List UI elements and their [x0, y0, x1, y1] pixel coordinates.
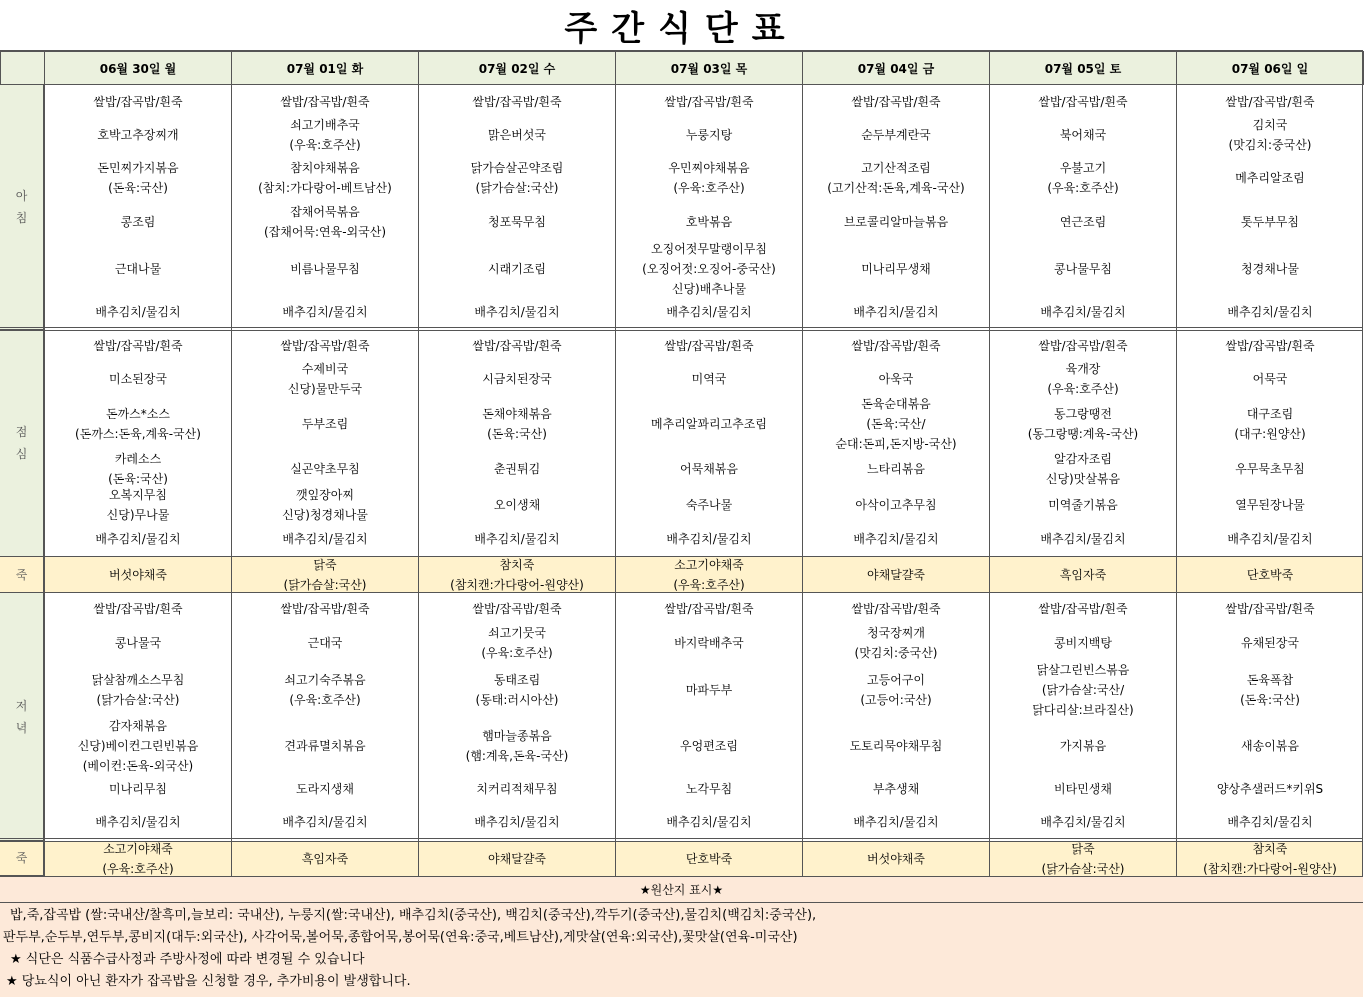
breakfast-item: 청포묵무침: [488, 215, 546, 229]
lunch-item: 배추김치/물김치: [666, 532, 752, 546]
breakfast-item: 쌀밥/잡곡밥/흰죽: [1038, 94, 1128, 109]
juk2-item: 흑임자죽: [232, 842, 418, 876]
lunch-item: 배추김치/물김치: [1040, 532, 1126, 546]
lunch-item: 두부조림: [301, 417, 349, 431]
dinner-item: 콩나물국: [114, 636, 162, 650]
dinner-item: 쌀밥/잡곡밥/흰죽: [851, 602, 941, 616]
breakfast-item: 참치야채볶음 (참치:가다랑어-베트남산): [258, 161, 392, 195]
lunch-item: 배추김치/물김치: [1227, 532, 1313, 546]
section-divider: [0, 556, 1363, 557]
lunch-item: 배추김치/물김치: [853, 532, 939, 546]
origin-header: ★원산지 표시★: [0, 876, 1363, 903]
section-label-juk2: [0, 841, 44, 876]
lunch-item: 쌀밥/잡곡밥/흰죽: [1225, 339, 1315, 353]
lunch-label: 점 심: [15, 425, 28, 461]
breakfast-item: 우불고기 (우육:호주산): [1047, 161, 1119, 195]
juk-item: 닭죽 (닭가슴살:국산): [232, 557, 418, 592]
dinner-item: 배추김치/물김치: [282, 814, 368, 829]
dinner-item: 쌀밥/잡곡밥/흰죽: [472, 602, 562, 616]
day-column: [44, 85, 231, 876]
day-header: 07월 01일 화: [231, 51, 419, 85]
breakfast-item: 콩조림: [120, 215, 156, 229]
breakfast-item: 호박고추장찌개: [97, 127, 179, 142]
dinner-item: 유채된장국: [1241, 636, 1299, 650]
lunch-item: 쌀밥/잡곡밥/흰죽: [851, 339, 941, 353]
lunch-item: 메추리알꽈리고추조림: [651, 417, 767, 431]
juk-item: 소고기야채죽 (우육:호주산): [616, 557, 802, 592]
juk2-item: 소고기야채죽 (우육:호주산): [45, 842, 231, 876]
origin-notes: [0, 903, 1363, 997]
lunch-item: 미역줄기볶음: [1048, 497, 1118, 512]
dinner-item: 고등어구이 (고등어:국산): [860, 673, 932, 707]
day-column: [615, 85, 802, 876]
juk2-label: 죽: [15, 851, 28, 865]
section-divider: [0, 838, 1363, 842]
lunch-item: 실곤약초무침: [290, 462, 360, 476]
dinner-item: 견과류멸치볶음: [284, 739, 366, 753]
dinner-item: 배추김치/물김치: [474, 814, 560, 829]
juk2-item: 단호박죽: [616, 842, 802, 876]
lunch-item: 시금치된장국: [482, 372, 552, 386]
dinner-item: 닭살그린빈스볶음 (닭가슴살:국산/ 닭다리살:브라질산): [1032, 663, 1134, 717]
breakfast-item: 쌀밥/잡곡밥/흰죽: [1225, 94, 1315, 109]
lunch-item: 미소된장국: [109, 372, 167, 386]
header-corner: [0, 51, 45, 85]
breakfast-item: 고기산적조림 (고기산적:돈육,계육-국산): [827, 161, 965, 195]
dinner-item: 배추김치/물김치: [853, 814, 939, 829]
lunch-item: 육개장 (우육:호주산): [1047, 362, 1119, 396]
breakfast-item: 톳두부무침: [1241, 215, 1299, 229]
lunch-item: 돈까스*소스 (돈까스:돈육,계육-국산): [75, 407, 201, 441]
breakfast-item: 비름나물무침: [290, 261, 360, 276]
breakfast-item: 북어채국: [1059, 127, 1107, 142]
breakfast-item: 메추리알조림: [1235, 171, 1305, 185]
lunch-item: 오이생채: [493, 497, 541, 512]
dinner-item: 새송이볶음: [1241, 739, 1299, 753]
breakfast-item: 돈민찌가지볶음 (돈육:국산): [97, 161, 179, 195]
juk-item: 흑임자죽: [990, 557, 1176, 592]
section-label-breakfast: [0, 85, 44, 330]
juk2-item: 야채달걀죽: [419, 842, 615, 876]
dinner-item: 동태조림 (동태:러시아산): [475, 673, 559, 707]
dinner-label: 저 녁: [15, 698, 28, 735]
dinner-item: 배추김치/물김치: [95, 814, 181, 829]
juk2-item: 닭죽 (닭가슴살:국산): [990, 842, 1176, 876]
breakfast-item: 호박볶음: [685, 215, 733, 229]
dinner-item: 가지볶음: [1059, 739, 1107, 753]
dinner-item: 배추김치/물김치: [666, 814, 752, 829]
breakfast-item: 우민찌야채볶음 (우육:호주산): [668, 161, 750, 195]
breakfast-item: 오징어젓무말랭이무침 (오징어젓:오징어-중국산) 신당)배추나물: [642, 241, 776, 296]
page-title: 주간식단표: [0, 0, 1363, 51]
dinner-item: 양상추샐러드*키위S: [1216, 782, 1324, 796]
lunch-item: 쌀밥/잡곡밥/흰죽: [664, 339, 754, 353]
day-header-row: [0, 51, 1363, 85]
breakfast-item: 근대나물: [114, 261, 162, 276]
juk-item: 참치죽 (참치캔:가다랑어-원양산): [419, 557, 615, 592]
section-divider: [0, 327, 1363, 331]
lunch-item: 배추김치/물김치: [282, 532, 368, 546]
breakfast-item: 배추김치/물김치: [853, 305, 939, 319]
lunch-item: 아삭이고추무침: [855, 497, 937, 512]
breakfast-item: 배추김치/물김치: [1040, 305, 1126, 319]
dinner-item: 노각무침: [685, 782, 733, 796]
lunch-item: 카레소스 (돈육:국산): [108, 452, 168, 486]
breakfast-item: 청경채나물: [1241, 261, 1299, 276]
lunch-item: 동그랑땡전 (동그랑땡:계육-국산): [1027, 407, 1139, 441]
day-header: 07월 06일 일: [1176, 51, 1364, 85]
dinner-item: 감자채볶음 신당)베이컨그린빈볶음 (베이컨:돈육-외국산): [77, 719, 199, 773]
dinner-item: 쌀밥/잡곡밥/흰죽: [280, 602, 370, 616]
juk2-item: 참치죽 (참치캔:가다랑어-원양산): [1177, 842, 1363, 876]
breakfast-item: 쇠고기배추국 (우육:호주산): [289, 117, 361, 152]
breakfast-item: 쌀밥/잡곡밥/흰죽: [664, 94, 754, 109]
lunch-item: 아욱국: [878, 372, 914, 386]
breakfast-item: 김치국 (맛김치:중국산): [1228, 117, 1312, 152]
dinner-item: 쇠고기숙주볶음 (우육:호주산): [284, 673, 366, 707]
dinner-item: 비타민생채: [1054, 782, 1112, 796]
lunch-item: 열무된장나물: [1235, 497, 1305, 512]
dinner-item: 쌀밥/잡곡밥/흰죽: [1225, 602, 1315, 616]
day-header: 07월 05일 토: [989, 51, 1177, 85]
lunch-item: 쌀밥/잡곡밥/흰죽: [472, 339, 562, 353]
lunch-item: 느타리볶음: [867, 462, 925, 476]
day-header: 07월 02일 수: [418, 51, 616, 85]
lunch-item: 쌀밥/잡곡밥/흰죽: [280, 339, 370, 353]
day-header: 07월 03일 목: [615, 51, 803, 85]
dinner-item: 치커리적채무침: [476, 782, 558, 796]
dinner-item: 마파두부: [685, 683, 733, 697]
breakfast-item: 시래기조림: [488, 261, 546, 276]
breakfast-item: 쌀밥/잡곡밥/흰죽: [280, 94, 370, 109]
section-label-dinner: [0, 593, 44, 841]
origin-line-1: 밥,죽,잡곡밥 (쌀:국내산/찰흑미,늘보리: 국내산), 누룽지(쌀:국내산), 배추김치(중국산), 백김치(중국산),깍두기(중국산),물김치(백김치:중국산),: [10, 908, 817, 923]
breakfast-item: 배추김치/물김치: [1227, 305, 1313, 319]
dinner-item: 도라지생채: [296, 782, 354, 796]
day-column: [1176, 85, 1363, 876]
section-label-juk: [0, 557, 44, 593]
breakfast-item: 잡채어묵볶음 (잡채어묵:연육-외국산): [263, 205, 387, 239]
lunch-item: 돈육순대볶음 (돈육:국산/ 순대:돈피,돈지방-국산): [835, 397, 957, 451]
breakfast-item: 쌀밥/잡곡밥/흰죽: [472, 94, 562, 109]
breakfast-label: 아 침: [15, 189, 28, 225]
dinner-item: 근대국: [307, 636, 343, 650]
day-header: 06월 30일 월: [44, 51, 232, 85]
breakfast-item: 배추김치/물김치: [666, 305, 752, 319]
breakfast-item: 배추김치/물김치: [282, 305, 368, 319]
breakfast-item: 쌀밥/잡곡밥/흰죽: [851, 94, 941, 109]
breakfast-item: 연근조림: [1059, 215, 1107, 229]
day-column: [418, 85, 615, 876]
breakfast-item: 맑은버섯국: [488, 127, 546, 142]
day-column: [802, 85, 989, 876]
dinner-item: 청국장찌개 (맛김치:중국산): [854, 626, 938, 660]
lunch-item: 깻잎장아찌 신당)청경채나물: [282, 487, 368, 522]
breakfast-item: 콩나물무침: [1054, 261, 1112, 276]
dinner-item: 햄마늘종볶음 (햄:계육,돈육-국산): [465, 729, 569, 763]
lunch-item: 오복지무침 신당)무나물: [106, 487, 170, 522]
breakfast-item: 누룽지탕: [685, 127, 733, 142]
section-label-lunch: [0, 330, 44, 557]
lunch-item: 쌀밥/잡곡밥/흰죽: [1038, 339, 1128, 353]
lunch-item: 수제비국 신당)물만두국: [287, 362, 363, 396]
lunch-item: 어묵국: [1252, 372, 1288, 386]
dinner-item: 쌀밥/잡곡밥/흰죽: [1038, 602, 1128, 616]
lunch-item: 숙주나물: [685, 497, 733, 512]
lunch-item: 우무묵초무침: [1235, 462, 1305, 476]
section-divider: [0, 592, 1363, 593]
dinner-item: 도토리묵야채무침: [849, 739, 943, 753]
lunch-item: 쌀밥/잡곡밥/흰죽: [93, 339, 183, 353]
dinner-item: 쌀밥/잡곡밥/흰죽: [664, 602, 754, 616]
day-header: 07월 04일 금: [802, 51, 990, 85]
lunch-item: 춘권튀김: [493, 462, 541, 476]
right-border: [1362, 51, 1363, 997]
dinner-item: 돈육폭찹 (돈육:국산): [1240, 673, 1300, 707]
dinner-item: 배추김치/물김치: [1227, 814, 1313, 829]
dinner-item: 배추김치/물김치: [1040, 814, 1126, 829]
dinner-item: 닭살참깨소스무침 (닭가슴살:국산): [91, 673, 185, 707]
juk-label: 죽: [15, 567, 28, 582]
notice-line-2: ★ 당뇨식이 아닌 환자가 잡곡밥을 신청할 경우, 추가비용이 발생합니다.: [6, 974, 411, 989]
breakfast-item: 배추김치/물김치: [95, 305, 181, 319]
breakfast-item: 미나리무생채: [861, 261, 931, 276]
dinner-item: 미나리무침: [109, 782, 167, 796]
day-column: [989, 85, 1176, 876]
lunch-item: 어묵채볶음: [680, 462, 738, 476]
lunch-item: 돈채야채볶음 (돈육:국산): [482, 407, 552, 441]
breakfast-item: 닭가슴살곤약조림 (닭가슴살:국산): [470, 161, 564, 195]
lunch-item: 배추김치/물김치: [474, 532, 560, 546]
juk2-item: 버섯야채죽: [803, 842, 989, 876]
breakfast-item: 쌀밥/잡곡밥/흰죽: [93, 94, 183, 109]
breakfast-item: 순두부계란국: [861, 127, 931, 142]
day-column: [231, 85, 418, 876]
lunch-item: 배추김치/물김치: [95, 532, 181, 546]
notice-line-1: ★ 식단은 식품수급사정과 주방사정에 따라 변경될 수 있습니다: [10, 952, 365, 967]
origin-line-2: 판두부,순두부,연두부,콩비지(대두:외국산), 사각어묵,볼어묵,종합어묵,봉어묵(연육:중국,베트남산),게맛살(연육:외국산),꽃맛살(연육-미국산): [3, 930, 798, 945]
dinner-item: 바지락배추국: [674, 636, 744, 650]
lunch-item: 대구조림 (대구:원양산): [1234, 407, 1306, 441]
lunch-item: 알감자조림 신당)맛살볶음: [1045, 452, 1121, 486]
dinner-item: 우엉편조림: [680, 739, 738, 753]
dinner-item: 콩비지백탕: [1054, 636, 1112, 650]
juk-item: 버섯야채죽: [45, 557, 231, 592]
dinner-item: 부추생채: [872, 782, 920, 796]
lunch-item: 미역국: [691, 372, 727, 386]
dinner-item: 쇠고기뭇국 (우육:호주산): [481, 626, 553, 660]
dinner-item: 쌀밥/잡곡밥/흰죽: [93, 602, 183, 616]
breakfast-item: 배추김치/물김치: [474, 305, 560, 319]
breakfast-item: 브로콜리알마늘볶음: [843, 215, 949, 229]
juk-item: 단호박죽: [1177, 557, 1363, 592]
juk-item: 야채달걀죽: [803, 557, 989, 592]
